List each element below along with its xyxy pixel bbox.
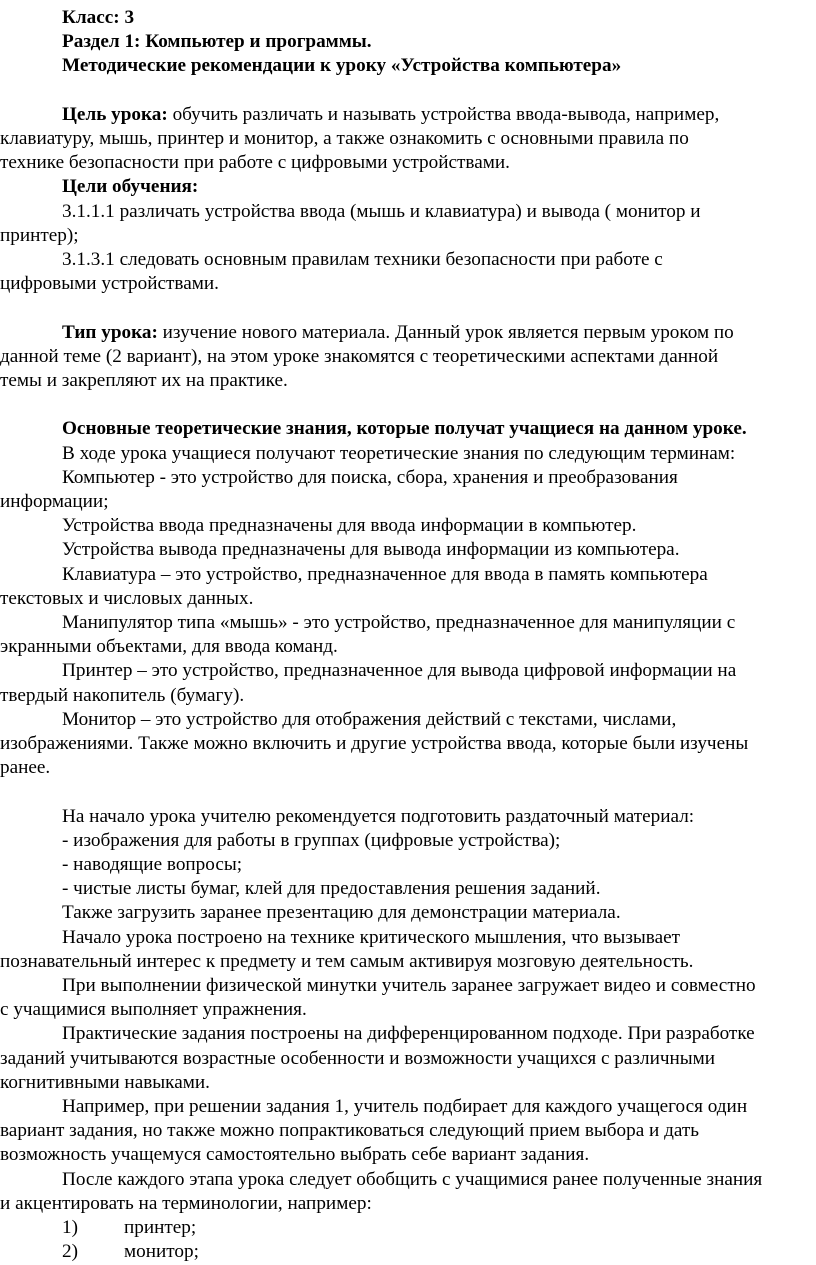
spacer xyxy=(0,780,814,804)
list-item xyxy=(0,1240,814,1264)
term-computer-line-2: информации; xyxy=(0,491,109,513)
practical-tasks-line-2: заданий учитываются возрастные особенности и возможности учащихся с различными xyxy=(0,1047,716,1069)
handout-item-1: - изображения для работы в группах (цифровые устройства); xyxy=(62,829,561,851)
term-printer-line-1: Принтер – это устройство, предназначенное для вывода цифровой информации на xyxy=(62,660,737,682)
handout-intro: На начало урока учителю рекомендуется подготовить раздаточный материал: xyxy=(62,805,695,827)
theory-intro: В ходе урока учащиеся получают теоретические знания по следующим терминам: xyxy=(62,442,736,464)
lesson-type-text-1: изучение нового материала. Данный урок является первым уроком по xyxy=(157,321,734,343)
term-keyboard-line-1: Клавиатура – это устройство, предназначенное для ввода в память компьютера xyxy=(62,563,708,585)
objective-1-line-2: принтер); xyxy=(0,224,79,246)
example-line-2: вариант задания, но также можно попрактиковаться следующий прием выбора и дать xyxy=(0,1120,700,1142)
term-computer-line-1: Компьютер - это устройство для поиска, сбора, хранения и преобразования xyxy=(62,466,678,488)
example-line-3: возможность учащемуся самостоятельно выбрать себе вариант задания. xyxy=(0,1144,590,1166)
list-item-number: 2) xyxy=(62,1241,78,1263)
critical-thinking-line-2: познавательный интерес к предмету и тем самым активируя мозговую деятельность. xyxy=(0,950,694,972)
term-input: Устройства ввода предназначены для ввода информации в компьютер. xyxy=(62,515,637,537)
presentation-note: Также загрузить заранее презентацию для демонстрации материала. xyxy=(62,902,621,924)
doc-title: Методические рекомендации к уроку «Устройства компьютера» xyxy=(62,55,622,77)
list-item xyxy=(0,1216,814,1240)
critical-thinking-line-1: Начало урока построено на технике критического мышления, что вызывает xyxy=(62,926,681,948)
term-output: Устройства вывода предназначены для вывода информации из компьютера. xyxy=(62,539,680,561)
document-page xyxy=(0,6,814,1265)
goal-line-3: технике безопасности при работе с цифровыми устройствами. xyxy=(0,152,510,174)
practical-tasks-line-1: Практические задания построены на дифференцированном подходе. При разработке xyxy=(62,1023,755,1045)
spacer xyxy=(0,79,814,103)
handout-item-3: - чистые листы бумаг, клей для предоставления решения заданий. xyxy=(62,878,601,900)
term-monitor-line-1: Монитор – это устройство для отображения действий с текстами, числами, xyxy=(62,708,677,730)
lesson-type-line-2: данной теме (2 вариант), на этом уроке знакомятся с теоретическими аспектами данной xyxy=(0,345,719,367)
summary-line-1: После каждого этапа урока следует обобщить с учащимися ранее полученные знания xyxy=(62,1168,763,1190)
summary-line-2: и акцентировать на терминологии, например: xyxy=(0,1192,372,1214)
spacer xyxy=(0,393,814,417)
theory-heading: Основные теоретические знания, которые получат учащиеся на данном уроке. xyxy=(62,418,747,440)
term-mouse-line-1: Манипулятор типа «мышь» - это устройство, предназначенное для манипуляции с xyxy=(62,612,736,634)
lesson-type-line-1 xyxy=(0,321,814,345)
term-printer-line-2: твердый накопитель (бумагу). xyxy=(0,684,245,706)
lesson-type-label: Тип урока: xyxy=(62,321,158,343)
objective-2-line-2: цифровыми устройствами. xyxy=(0,273,219,295)
term-keyboard-line-2: текстовых и числовых данных. xyxy=(0,587,254,609)
example-line-1: Например, при решении задания 1, учитель подбирает для каждого учащегося один xyxy=(62,1096,748,1118)
section-line: Раздел 1: Компьютер и программы. xyxy=(62,31,372,53)
goal-text-1: обучить различать и называть устройства ввода-вывода, например, xyxy=(167,103,720,125)
objective-1-line-1: 3.1.1.1 различать устройства ввода (мышь и клавиатура) и вывода ( монитор и xyxy=(62,200,701,222)
objectives-label: Цели обучения: xyxy=(62,176,199,198)
physical-minute-line-1: При выполнении физической минутки учитель заранее загружает видео и совместно xyxy=(62,975,756,997)
physical-minute-line-2: с учащимися выполняет упражнения. xyxy=(0,999,307,1021)
objective-2-line-1: 3.1.3.1 следовать основным правилам техники безопасности при работе с xyxy=(62,249,663,271)
goal-line-2: клавиатуру, мышь, принтер и монитор, а также ознакомить с основными правила по xyxy=(0,128,689,149)
handout-item-2: - наводящие вопросы; xyxy=(62,854,243,876)
practical-tasks-line-3: когнитивными навыками. xyxy=(0,1071,210,1093)
spacer xyxy=(0,296,814,320)
list-item-text: принтер; xyxy=(124,1217,197,1239)
list-item-number: 1) xyxy=(62,1217,78,1239)
list-item-text: монитор; xyxy=(124,1241,199,1263)
term-monitor-line-3: ранее. xyxy=(0,757,51,779)
term-mouse-line-2: экранными объектами, для ввода команд. xyxy=(0,636,338,658)
goal-line-1 xyxy=(0,103,814,127)
grade-line: Класс: 3 xyxy=(62,7,135,28)
lesson-type-line-3: темы и закрепляют их на практике. xyxy=(0,370,288,392)
goal-label: Цель урока: xyxy=(62,103,168,125)
term-monitor-line-2: изображениями. Также можно включить и другие устройства ввода, которые были изучены xyxy=(0,733,749,755)
